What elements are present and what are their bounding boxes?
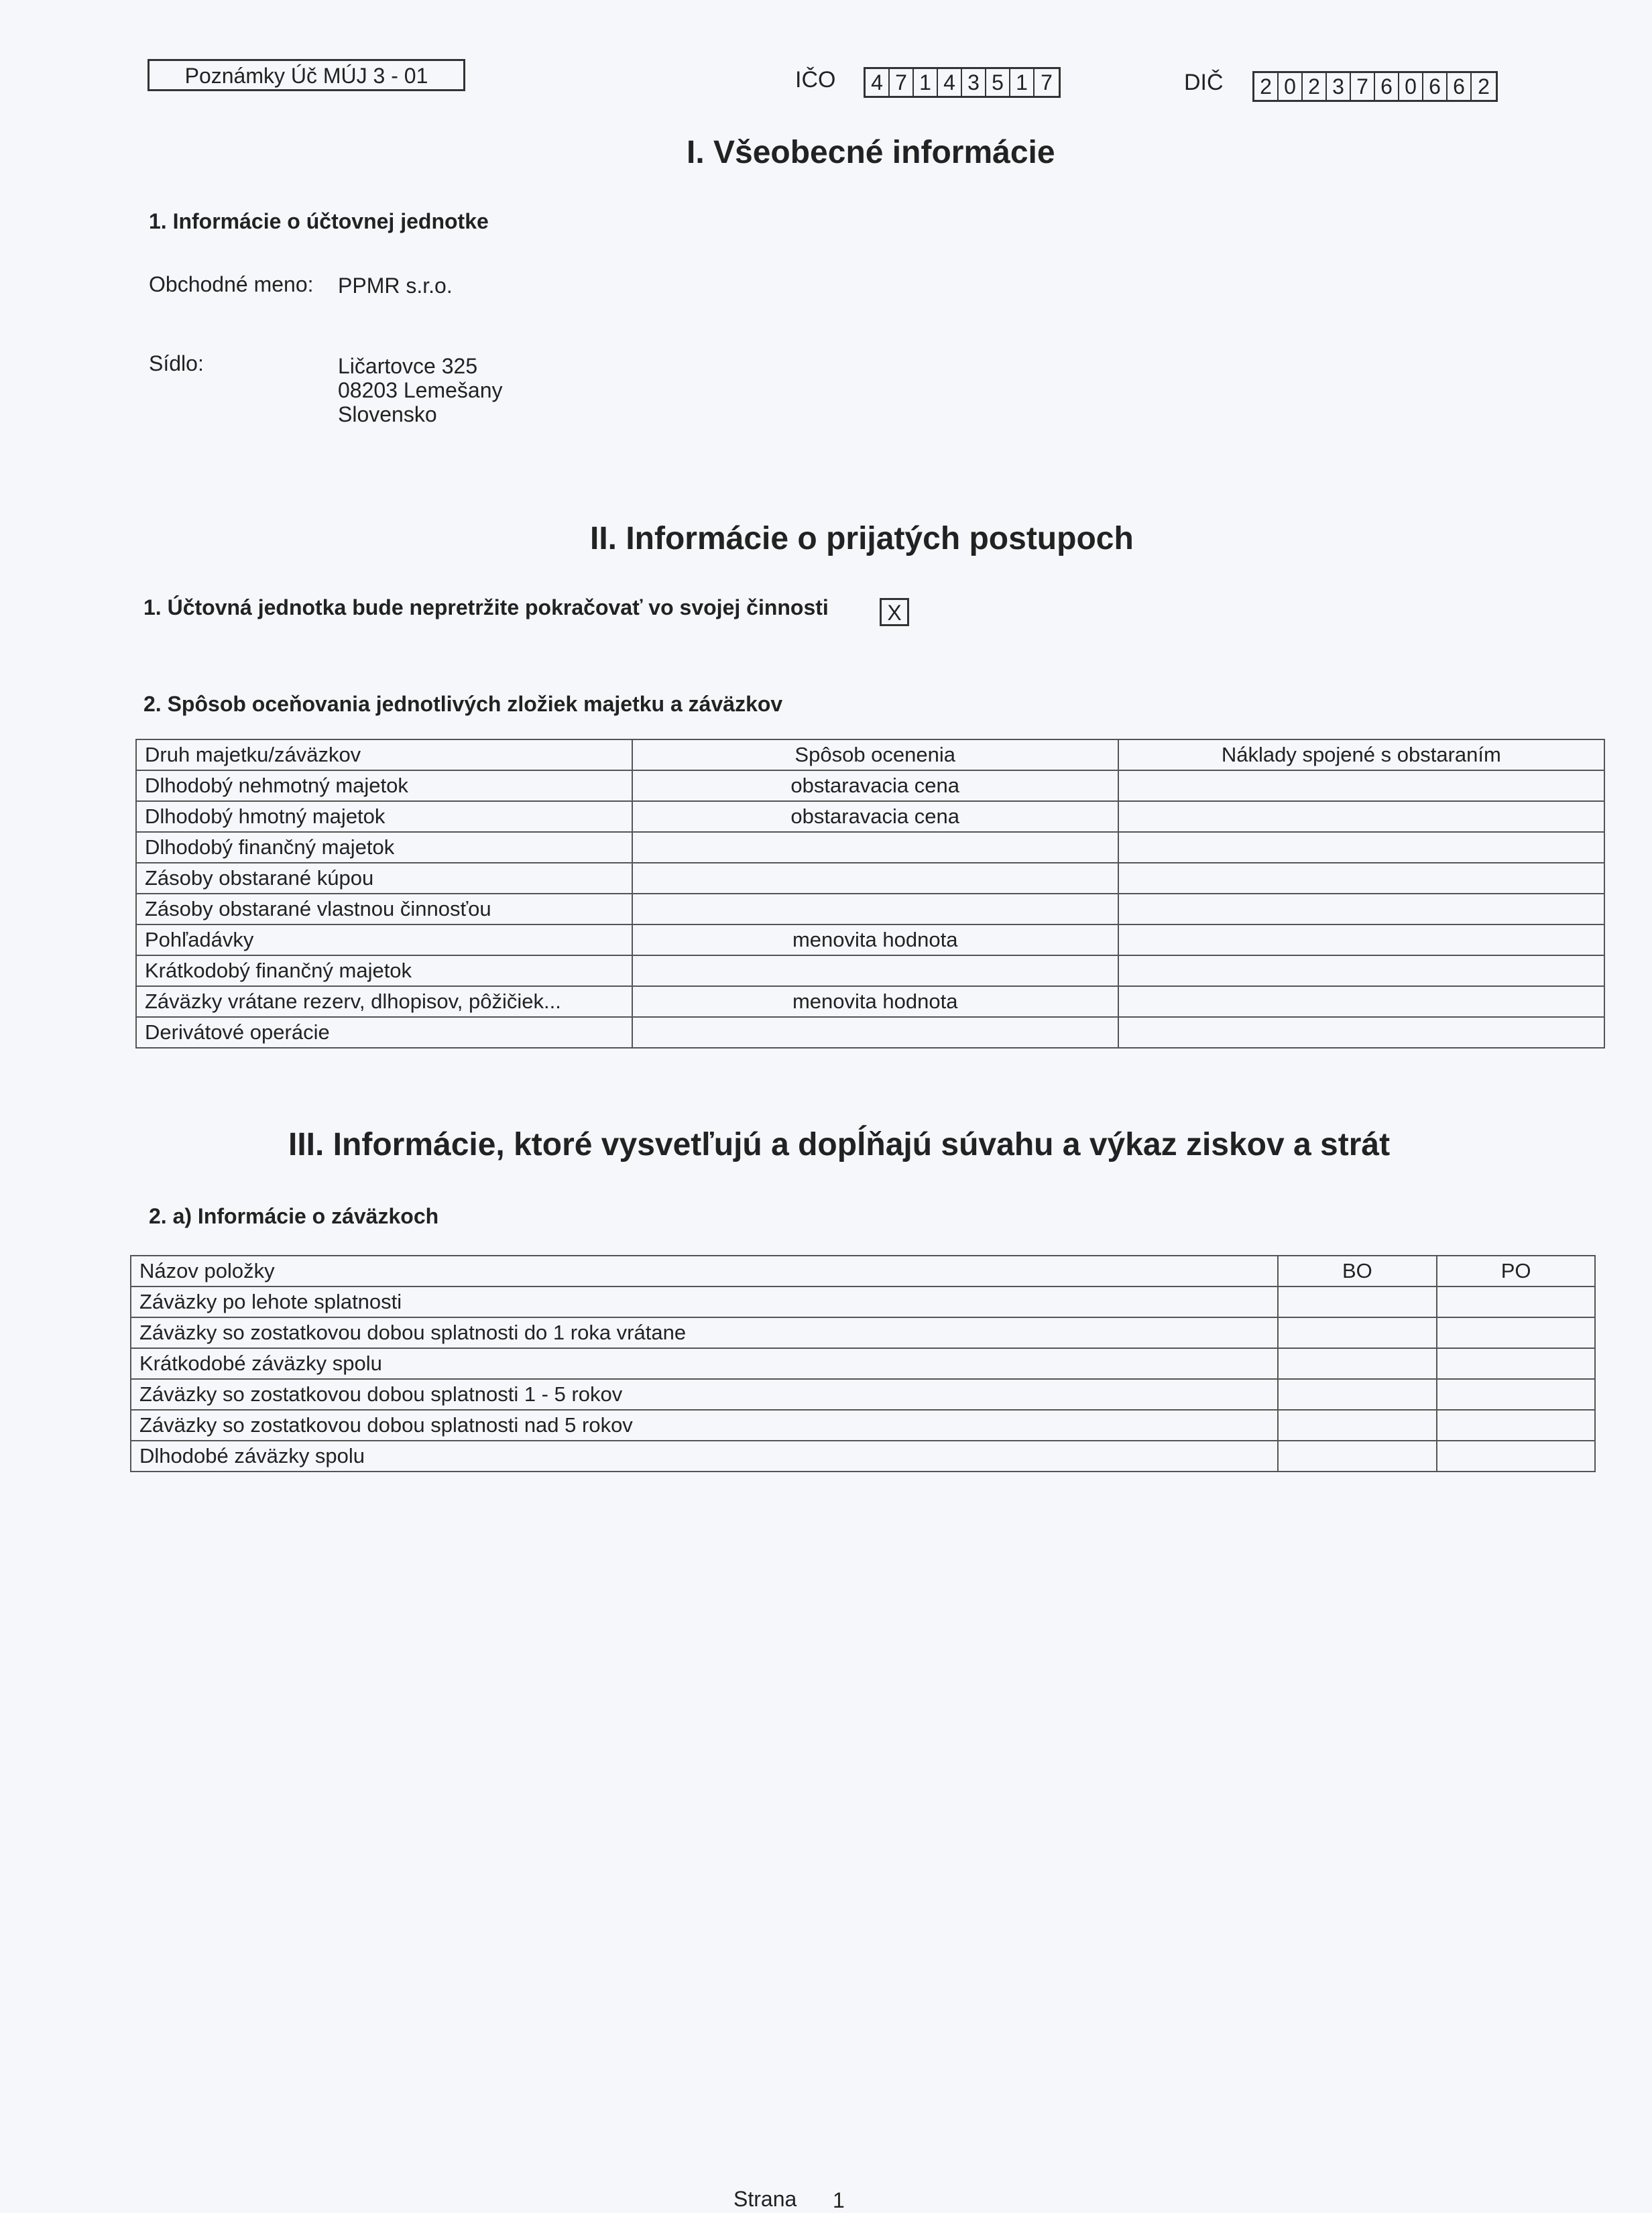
table-cell: Záväzky po lehote splatnosti: [131, 1287, 1278, 1317]
table-cell: [1278, 1379, 1437, 1410]
dic-digits: [1252, 71, 1498, 102]
table-cell: Krátkodobý finančný majetok: [136, 955, 632, 986]
ico-digit: 4: [938, 69, 962, 96]
ico-digit: 7: [890, 69, 914, 96]
table-cell: [1437, 1410, 1595, 1441]
table-cell: Záväzky so zostatkovou dobou splatnosti 1 - 5 rokov: [131, 1379, 1278, 1410]
continuity-checkbox[interactable]: X: [880, 598, 909, 626]
table-cell: menovita hodnota: [632, 986, 1118, 1017]
column-header: Názov položky: [131, 1256, 1278, 1287]
dic-label: DIČ: [1184, 70, 1224, 95]
dic-digit: 2: [1254, 73, 1279, 100]
table-cell: menovita hodnota: [632, 924, 1118, 955]
section1-subtitle: 1. Informácie o účtovnej jednotke: [149, 209, 489, 233]
address-line3: Slovensko: [338, 402, 437, 426]
table-cell: Pohľadávky: [136, 924, 632, 955]
table-row: [131, 1379, 1595, 1410]
table-cell: [1118, 924, 1604, 955]
valuation-subtitle: 2. Spôsob oceňovania jednotlivých zložiek majetku a záväzkov: [143, 692, 783, 716]
ico-digit: 1: [914, 69, 938, 96]
continuity-statement: 1. Účtovná jednotka bude nepretržite pokračovať vo svojej činnosti: [143, 595, 829, 619]
table-cell: Krátkodobé záväzky spolu: [131, 1348, 1278, 1379]
table-cell: Záväzky vrátane rezerv, dlhopisov, pôžičiek...: [136, 986, 632, 1017]
dic-digit: 6: [1423, 73, 1448, 100]
column-header: Druh majetku/záväzkov: [136, 739, 632, 770]
dic-digit: 0: [1399, 73, 1423, 100]
page-label: Strana: [733, 2187, 797, 2211]
dic-digit: 0: [1279, 73, 1303, 100]
table-cell: Záväzky so zostatkovou dobou splatnosti nad 5 rokov: [131, 1410, 1278, 1441]
ico-digit: 5: [986, 69, 1010, 96]
column-header: BO: [1278, 1256, 1437, 1287]
table-cell: [1118, 863, 1604, 894]
table-row: [136, 832, 1604, 863]
table-row: [136, 1017, 1604, 1048]
name-value: PPMR s.r.o.: [338, 274, 453, 298]
form-label: Poznámky Úč MÚJ 3 - 01: [148, 59, 465, 91]
table-cell: [1118, 832, 1604, 863]
table-row: [131, 1348, 1595, 1379]
table-row: [136, 924, 1604, 955]
table-cell: [632, 894, 1118, 924]
table-cell: [1437, 1379, 1595, 1410]
table-cell: [1118, 955, 1604, 986]
dic-digit: 3: [1327, 73, 1351, 100]
table-cell: [632, 955, 1118, 986]
address-line1: Ličartovce 325: [338, 354, 478, 378]
ico-digit: 1: [1010, 69, 1035, 96]
table-cell: [632, 832, 1118, 863]
table-row: [136, 955, 1604, 986]
table-row: [131, 1441, 1595, 1472]
valuation-table: [135, 739, 1605, 1049]
table-cell: Dlhodobý hmotný majetok: [136, 801, 632, 832]
dic-digit: 6: [1375, 73, 1399, 100]
column-header: Náklady spojené s obstaraním: [1118, 739, 1604, 770]
dic-digit: 2: [1478, 74, 1490, 99]
ico-digit: 7: [1041, 70, 1053, 95]
table-cell: Dlhodobý finančný majetok: [136, 832, 632, 863]
table-cell: [1437, 1287, 1595, 1317]
table-row: [136, 863, 1604, 894]
table-cell: Zásoby obstarané kúpou: [136, 863, 632, 894]
dic-digit: 6: [1448, 73, 1472, 100]
table-row: [136, 894, 1604, 924]
table-row: [136, 986, 1604, 1017]
table-cell: [1437, 1441, 1595, 1472]
table-cell: Zásoby obstarané vlastnou činnosťou: [136, 894, 632, 924]
table-cell: [1278, 1348, 1437, 1379]
table-cell: [1118, 986, 1604, 1017]
table-row: [136, 770, 1604, 801]
table-cell: [1278, 1287, 1437, 1317]
section2-title: II. Informácie o prijatých postupoch: [590, 521, 1134, 556]
dic-digit: 2: [1303, 73, 1327, 100]
table-cell: Derivátové operácie: [136, 1017, 632, 1048]
table-cell: [632, 1017, 1118, 1048]
table-cell: [1118, 894, 1604, 924]
table-row: [131, 1287, 1595, 1317]
table-cell: Dlhodobé záväzky spolu: [131, 1441, 1278, 1472]
name-label: Obchodné meno:: [149, 272, 314, 296]
table-row: [136, 801, 1604, 832]
ico-digit: 3: [962, 69, 986, 96]
table-cell: [1118, 801, 1604, 832]
ico-digit: 4: [866, 69, 890, 96]
liabilities-subtitle: 2. a) Informácie o záväzkoch: [149, 1204, 439, 1228]
table-cell: [1118, 1017, 1604, 1048]
section1-title: I. Všeobecné informácie: [687, 135, 1055, 170]
table-cell: Dlhodobý nehmotný majetok: [136, 770, 632, 801]
table-cell: [1437, 1317, 1595, 1348]
seat-label: Sídlo:: [149, 351, 204, 375]
table-row: [131, 1410, 1595, 1441]
table-cell: obstaravacia cena: [632, 770, 1118, 801]
table-cell: [1278, 1410, 1437, 1441]
column-header: PO: [1437, 1256, 1595, 1287]
column-header: Spôsob ocenenia: [632, 739, 1118, 770]
table-cell: Záväzky so zostatkovou dobou splatnosti do 1 roka vrátane: [131, 1317, 1278, 1348]
table-header-row: [131, 1256, 1595, 1287]
ico-digits: [864, 67, 1061, 98]
table-cell: [1278, 1441, 1437, 1472]
table-cell: obstaravacia cena: [632, 801, 1118, 832]
ico-label: IČO: [795, 67, 836, 93]
table-cell: [632, 863, 1118, 894]
dic-digit: 7: [1351, 73, 1375, 100]
table-row: [131, 1317, 1595, 1348]
liabilities-table: [130, 1255, 1596, 1472]
table-header-row: [136, 739, 1604, 770]
page-number: 1: [833, 2188, 845, 2212]
table-cell: [1437, 1348, 1595, 1379]
table-cell: [1278, 1317, 1437, 1348]
address-line2: 08203 Lemešany: [338, 378, 503, 402]
section3-title: III. Informácie, ktoré vysvetľujú a dopĺňajú súvahu a výkaz ziskov a strát: [288, 1127, 1391, 1162]
table-cell: [1118, 770, 1604, 801]
